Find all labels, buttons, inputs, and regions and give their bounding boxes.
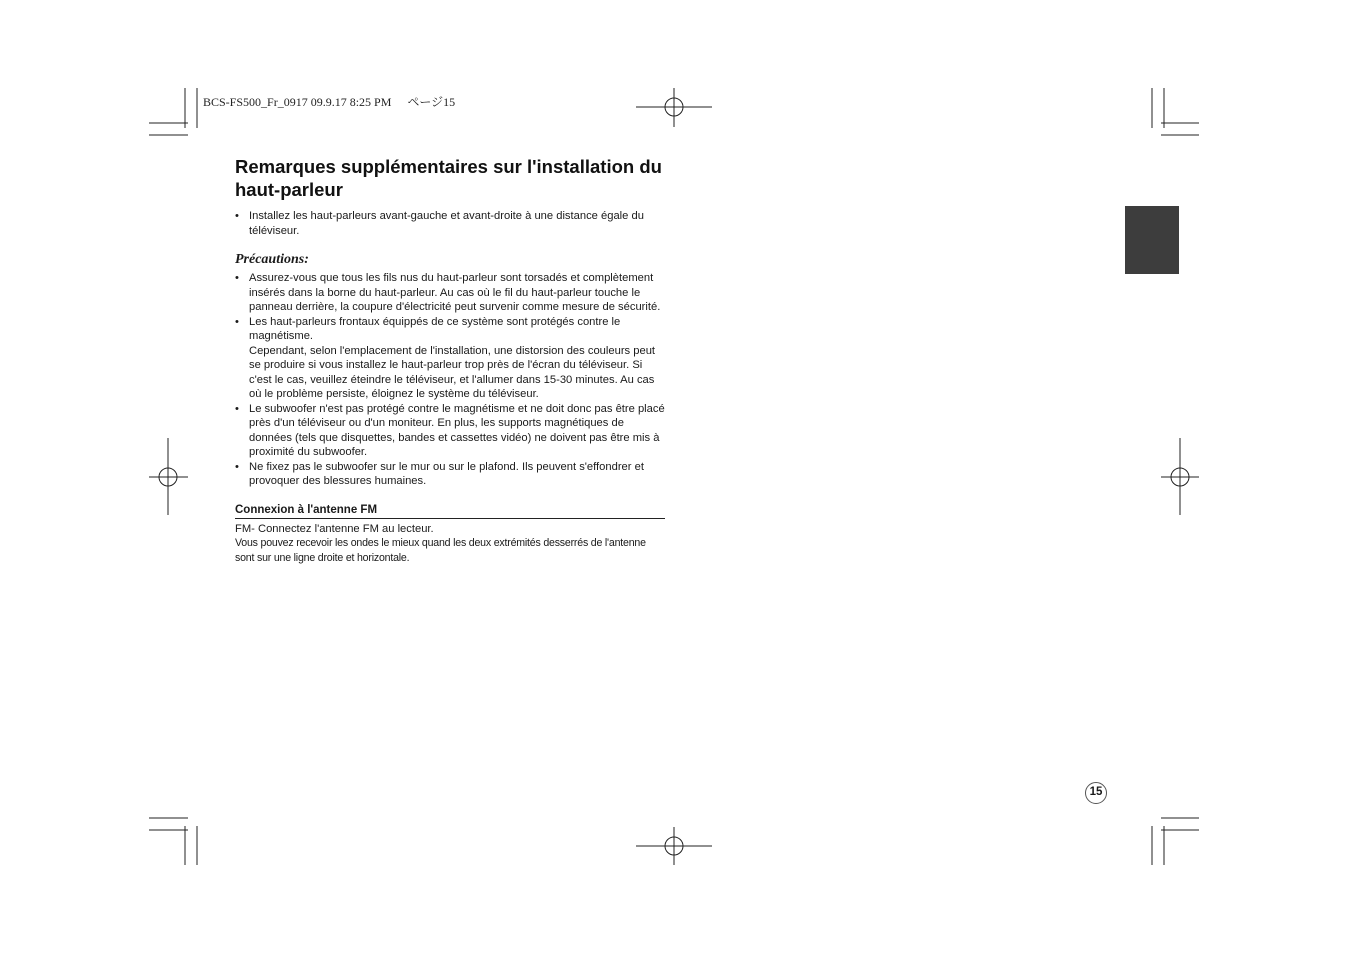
list-item-extra: Cependant, selon l'emplacement de l'installation, une distorsion des couleurs peut se produire si vous installez le haut-parleur trop près de l'écran du téléviseur. Si c'est le cas, veuillez éteindre le téléviseur, et l'allumer dans 15-30 minutes. Au cas où le problème persiste, éloignez le système du téléviseur. [249,344,656,400]
list-item [235,315,665,402]
list-item: • Installez les haut-parleurs avant-gauche et avant-droite à une distance égale du téléviseur. [235,209,665,238]
print-header-file: BCS-FS500_Fr_0917 09.9.17 8:25 PM [203,95,392,109]
list-item-text: Assurez-vous que tous les fils nus du haut-parleur sont torsadés et complètement insérés dans la borne du haut-parleur. Au cas où le fil du haut-parleur touche le panneau derrière, la coupure d'électricité peut survenir comme mesure de sécurité. [249,272,661,313]
fm-section-body [235,522,665,566]
list-item [235,460,665,489]
page-title: Remarques supplémentaires sur l'installation du haut-parleur [235,156,662,200]
list-item-text: Ne fixez pas le subwoofer sur le mur ou sur le plafond. Ils peuvent s'effondrer et provoquer des blessures humaines. [249,460,644,487]
precautions-list [235,271,665,489]
intro-list [235,209,665,238]
print-header-page: ページ15 [407,95,456,109]
list-item [235,271,665,315]
list-item [235,402,665,460]
chapter-tab [1125,206,1179,274]
list-item-text: Le subwoofer n'est pas protégé contre le magnétisme et ne doit donc pas être placé près d'un téléviseur ou d'un moniteur. En plus, les supports magnétiques de données (tels que disquettes, bandes et cassettes vidéo) ne doivent pas être mis à proximité du subwoofer. [249,402,665,458]
fm-line-2: Vous pouvez recevoir les ondes le mieux quand les deux extrémités desserrés de l'antenne sont sur une ligne droite et horizontale. [235,537,646,564]
print-header [203,93,455,110]
list-item-text: • Les haut-parleurs frontaux équippés de ce système sont protégés contre le magnétisme. [249,315,621,342]
page-content [235,155,665,565]
page-number: 15 [1085,782,1107,804]
fm-line-1: FM- Connectez l'antenne FM au lecteur. [235,522,434,535]
precautions-title: Précautions: [235,252,309,267]
fm-section-title: Connexion à l'antenne FM [235,504,665,519]
